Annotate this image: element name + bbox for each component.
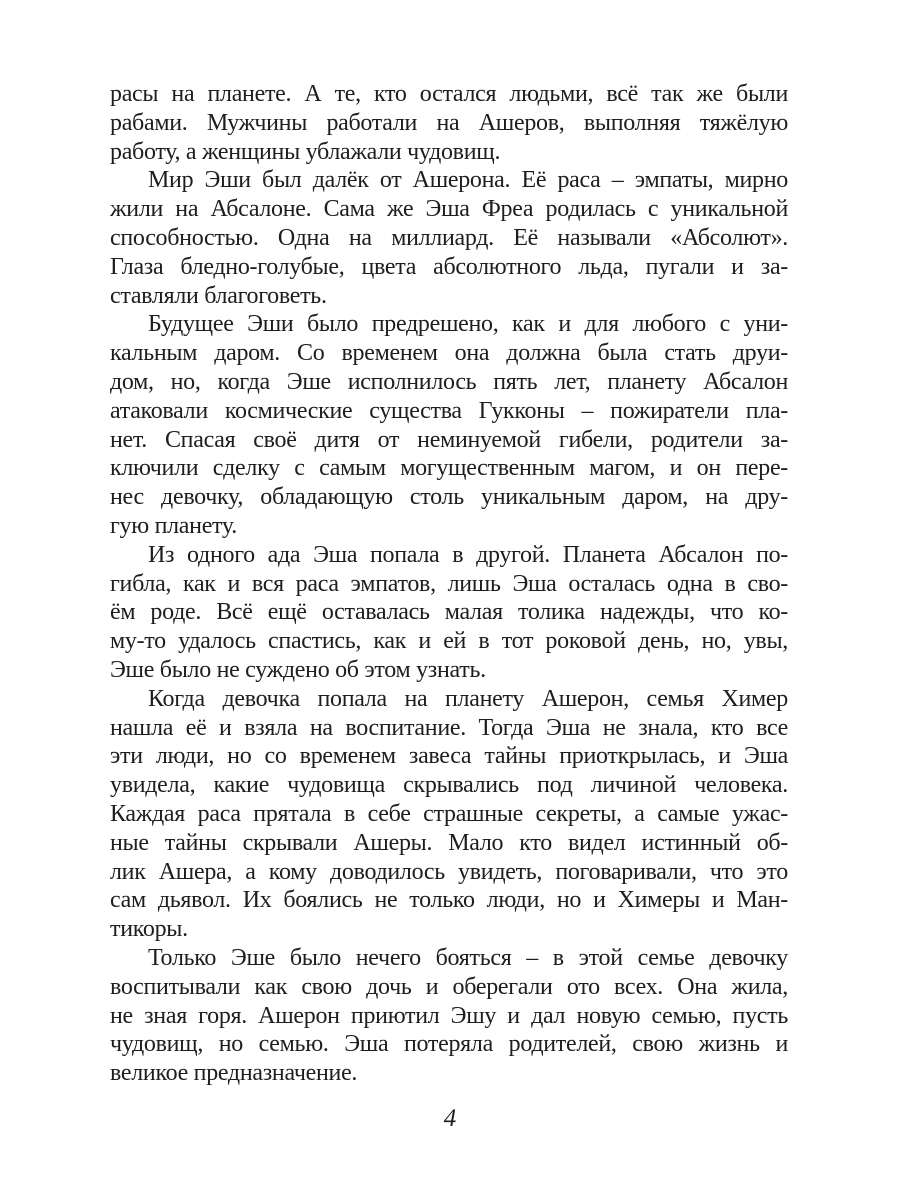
text-line: гибла, как и вся раса эмпатов, лишь Эша осталась одна в сво-: [110, 570, 788, 597]
text-line: воспитывали как свою дочь и оберегали ото всех. Она жила,: [110, 973, 788, 1000]
text-line: лик Ашера, а кому доводилось увидеть, поговаривали, что это: [110, 858, 788, 885]
text-line: ключили сделку с самым могущественным магом, и он пере-: [110, 455, 788, 482]
text-line: Только Эше было нечего бояться – в этой семье девочку: [148, 944, 788, 971]
paragraph: [110, 685, 788, 944]
page-text-block: [110, 80, 788, 1088]
text-line: ём роде. Всё ещё оставалась малая толика надежды, что ко-: [110, 599, 788, 626]
text-line: гую планету.: [110, 512, 237, 539]
paragraph: [110, 80, 788, 166]
text-line: атаковали космические существа Гукконы – пожиратели пла-: [110, 397, 788, 424]
text-line: Эше было не суждено об этом узнать.: [110, 656, 486, 683]
text-line: ставляли благоговеть.: [110, 282, 327, 309]
paragraph: [110, 310, 788, 540]
text-line: Будущее Эши было предрешено, как и для любого с уни-: [148, 311, 788, 338]
paragraph: [110, 944, 788, 1088]
text-line: нашла её и взяла на воспитание. Тогда Эша не знала, кто все: [110, 714, 788, 741]
text-line: дом, но, когда Эше исполнилось пять лет, планету Абсалон: [110, 368, 788, 395]
text-line: сам дьявол. Их боялись не только люди, но и Химеры и Ман-: [110, 887, 788, 914]
text-line: тикоры.: [110, 916, 188, 943]
text-line: Мир Эши был далёк от Ашерона. Её раса – эмпаты, мирно: [148, 167, 788, 194]
paragraph: [110, 541, 788, 685]
text-line: рабами. Мужчины работали на Ашеров, выполняя тяжёлую: [110, 109, 788, 136]
text-line: му-то удалось спастись, как и ей в тот роковой день, но, увы,: [110, 628, 788, 655]
text-line: работу, а женщины ублажали чудовищ.: [110, 138, 501, 165]
paragraph: [110, 166, 788, 310]
text-line: Каждая раса прятала в себе страшные секреты, а самые ужас-: [110, 800, 788, 827]
text-line: не зная горя. Ашерон приютил Эшу и дал новую семью, пусть: [110, 1002, 788, 1029]
text-line: увидела, какие чудовища скрывались под личиной человека.: [110, 772, 788, 799]
text-line: Когда девочка попала на планету Ашерон, семья Химер: [148, 685, 788, 712]
text-line: расы на планете. А те, кто остался людьми, всё так же были: [110, 81, 788, 107]
text-line: способностью. Одна на миллиард. Её называли «Абсолют».: [110, 224, 788, 251]
text-line: жили на Абсалоне. Сама же Эша Фреа родилась с уникальной: [110, 196, 788, 223]
text-line: ные тайны скрывали Ашеры. Мало кто видел истинный об-: [110, 829, 788, 856]
text-line: кальным даром. Со временем она должна была стать друи-: [110, 340, 788, 367]
text-line: нет. Спасая своё дитя от неминуемой гибели, родители за-: [110, 426, 788, 453]
text-line: эти люди, но со временем завеса тайны приоткрылась, и Эша: [110, 743, 788, 770]
text-line: великое предназначение.: [110, 1060, 358, 1087]
text-line: чудовищ, но семью. Эша потеряла родителей, свою жизнь и: [110, 1031, 788, 1058]
text-line: Из одного ада Эша попала в другой. Планета Абсалон по-: [148, 541, 788, 568]
text-line: нес девочку, обладающую столь уникальным даром, на дру-: [110, 484, 788, 511]
text-line: Глаза бледно-голубые, цвета абсолютного льда, пугали и за-: [110, 253, 788, 280]
page-number: 4: [443, 1105, 457, 1132]
